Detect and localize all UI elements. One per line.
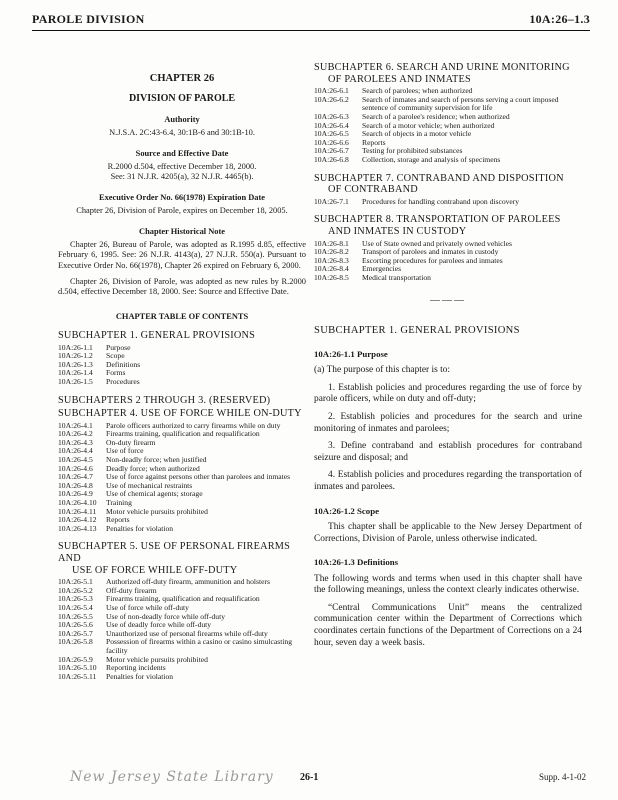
subchapter-7-line-2: OF CONTRABAND <box>328 184 418 196</box>
toc-entry-title: Definitions <box>106 359 141 369</box>
toc-entry <box>314 156 582 165</box>
toc-entry-number: 10A:26-5.5 <box>58 611 93 621</box>
toc-entry <box>58 378 306 387</box>
toc-entry-number: 10A:26-1.2 <box>58 351 93 361</box>
toc-entry-title: Medical transportation <box>362 272 431 282</box>
toc-entry-number: 10A:26-5.8 <box>58 637 93 647</box>
toc-entry-number: 10A:26-4.7 <box>58 472 93 482</box>
chapter-title: DIVISION OF PAROLE <box>128 93 236 105</box>
exec-order-text: Chapter 26, Division of Parole, expires on December 18, 2005. <box>76 206 288 216</box>
toc-entry-number: 10A:26-5.9 <box>58 654 93 664</box>
toc-entry-title: Use of mechanical restraints <box>106 480 193 490</box>
toc-entry-number: 10A:26-4.1 <box>58 420 93 430</box>
toc-entry-title: Collection, storage and analysis of specimens <box>362 154 501 164</box>
toc-entry-title: Possession of firearms within a casino or casino simulcasting facility <box>106 637 293 655</box>
toc-entry-title: Penalties for violation <box>106 671 174 681</box>
toc-entry-number: 10A:26-8.3 <box>314 255 349 265</box>
toc-entry <box>314 265 582 274</box>
toc-entry-number: 10A:26-6.1 <box>314 86 349 96</box>
toc-entry <box>314 198 582 207</box>
section-1-3-heading: 10A:26-1.3 Definitions <box>314 557 399 568</box>
subchapter-6-line-1: SUBCHAPTER 6. SEARCH AND URINE MONITORING <box>314 62 570 73</box>
toc-entry-title: Training <box>106 498 132 508</box>
toc-entry <box>314 257 582 266</box>
section-1-2-text: This chapter shall be applicable to the New Jersey Department of Corrections, Division of Parole, unless otherwise indicated. <box>314 522 582 544</box>
toc-entry-title: Escorting procedures for parolees and inmates <box>362 255 503 265</box>
toc-entry-title: Penalties for violation <box>106 523 174 533</box>
exec-order-heading: Executive Order No. 66(1978) Expiration Date <box>99 192 265 202</box>
supplement-date: Supp. 4-1-02 <box>539 772 586 782</box>
toc-entry <box>58 344 306 353</box>
toc-entry-title: Search of inmates and search of persons serving a court imposed sentence of community supervision for life <box>362 94 559 113</box>
section-divider: ——— <box>430 295 466 307</box>
subchapter-4-list <box>58 422 306 534</box>
toc-entry-number: 10A:26-7.1 <box>314 196 349 206</box>
toc-entry-title: Firearms training, qualification and requalification <box>106 429 260 439</box>
toc-entry-number: 10A:26-4.10 <box>58 498 97 508</box>
section-1-1-intro: (a) The purpose of this chapter is to: <box>314 365 450 376</box>
toc-entry <box>314 130 582 139</box>
toc-entry <box>314 96 582 113</box>
toc-entry-title: Use of force <box>106 446 144 456</box>
header-division: PAROLE DIVISION <box>32 12 145 26</box>
toc-entry-number: 10A:26-8.5 <box>314 272 349 282</box>
subchapter-6-line-2: OF PAROLEES AND INMATES <box>328 73 471 85</box>
toc-entry-number: 10A:26-1.4 <box>58 368 93 378</box>
toc-entry-number: 10A:26-5.4 <box>58 602 93 612</box>
history-heading: Chapter Historical Note <box>139 226 225 236</box>
subchapter-7-line-1: SUBCHAPTER 7. CONTRABAND AND DISPOSITION <box>314 172 564 184</box>
header-section: 10A:26–1.3 <box>529 12 590 26</box>
right-column <box>314 62 582 649</box>
toc-entry-title: Procedures for handling contraband upon discovery <box>362 196 520 206</box>
toc-entry-number: 10A:26-5.1 <box>58 577 93 587</box>
source-line-2: See: 31 N.J.R. 4205(a), 32 N.J.R. 4465(b). <box>110 172 254 182</box>
toc-entry-number: 10A:26-6.2 <box>314 94 349 104</box>
toc-entry-title: Search of objects in a motor vehicle <box>362 129 472 139</box>
subchapter-8-line-2: AND INMATES IN CUSTODY <box>328 225 467 237</box>
toc-entry-number: 10A:26-4.5 <box>58 455 93 465</box>
library-watermark: New Jersey State Library <box>70 769 274 785</box>
toc-entry-title: Use of non-deadly force while off-duty <box>106 611 226 621</box>
section-1-2-heading: 10A:26-1.2 Scope <box>314 505 379 516</box>
toc-entry-title: Scope <box>106 351 125 361</box>
toc-entry <box>58 525 306 534</box>
page-number: 26-1 <box>300 772 319 783</box>
toc-entry-number: 10A:26-6.5 <box>314 129 349 139</box>
toc-entry-number: 10A:26-6.3 <box>314 111 349 121</box>
section-1-3-para-1: The following words and terms when used in this chapter shall have the following meanings, unless the context clearly indicates otherwise. <box>314 573 582 596</box>
subchapter-5-line-1: SUBCHAPTER 5. USE OF PERSONAL FIREARMS AND <box>58 541 291 565</box>
toc-entry-number: 10A:26-4.12 <box>58 515 97 525</box>
toc-entry-title: Transport of parolees and inmates in custody <box>362 247 499 257</box>
section-1-1-heading: 10A:26-1.1 Purpose <box>314 348 388 359</box>
running-header <box>32 12 590 28</box>
body-subchapter-1-heading: SUBCHAPTER 1. GENERAL PROVISIONS <box>314 324 520 336</box>
toc-entry-title: Emergencies <box>362 264 402 274</box>
subchapter-6-heading <box>314 62 582 85</box>
toc-heading: CHAPTER TABLE OF CONTENTS <box>115 311 249 321</box>
toc-entry-title: Reports <box>106 515 130 525</box>
subchapter-7-heading <box>314 173 582 196</box>
subchapter-5-heading <box>58 541 306 576</box>
toc-entry-title: Use of chemical agents; storage <box>106 489 203 499</box>
authority-heading: Authority <box>164 114 200 124</box>
toc-entry-number: 10A:26-4.13 <box>58 523 97 533</box>
toc-entry-number: 10A:26-5.11 <box>58 671 97 681</box>
subchapter-7-list <box>314 198 582 207</box>
toc-entry-title: Deadly force; when authorized <box>106 463 200 473</box>
authority-text: N.J.S.A. 2C:43-6.4, 30:1B-6 and 30:1B-10. <box>109 128 255 138</box>
toc-entry-number: 10A:26-5.7 <box>58 628 93 638</box>
toc-entry-number: 10A:26-4.2 <box>58 429 93 439</box>
toc-entry-title: Firearms training, qualification and requalification <box>106 594 260 604</box>
toc-entry-title: Use of deadly force while off-duty <box>106 620 212 630</box>
toc-entry <box>58 361 306 370</box>
section-1-3-para-2: “Central Communications Unit” means the centralized communication center within the Department of Corrections which coordinates certain functions of the Department of Corrections on a 24 hour, seven day a week basis. <box>314 602 582 648</box>
toc-entry-number: 10A:26-8.2 <box>314 247 349 257</box>
toc-entry-number: 10A:26-1.5 <box>58 376 93 386</box>
toc-entry <box>314 274 582 283</box>
toc-entry-title: Search of parolees; when authorized <box>362 86 473 96</box>
toc-entry-title: Purpose <box>106 342 131 352</box>
toc-entry-number: 10A:26-4.6 <box>58 463 93 473</box>
toc-entry-title: Forms <box>106 368 126 378</box>
toc-entry-number: 10A:26-4.4 <box>58 446 93 456</box>
toc-entry <box>58 638 306 655</box>
toc-entry-title: Off-duty firearm <box>106 585 157 595</box>
source-line-1: R.2000 d.504, effective December 18, 2000. <box>107 162 257 172</box>
toc-entry-title: Testing for prohibited substances <box>362 146 463 156</box>
subchapter-2-3-heading: SUBCHAPTERS 2 THROUGH 3. (RESERVED) <box>58 394 271 406</box>
chapter-number: CHAPTER 26 <box>149 73 215 84</box>
toc-entry <box>58 352 306 361</box>
toc-entry-title: Use of State owned and privately owned vehicles <box>362 238 512 248</box>
subchapter-8-heading <box>314 214 582 237</box>
subchapter-5-list <box>58 578 306 681</box>
toc-entry-title: Motor vehicle pursuits prohibited <box>106 654 208 664</box>
toc-entry-number: 10A:26-6.4 <box>314 120 349 130</box>
toc-entry <box>58 430 306 439</box>
toc-entry-number: 10A:26-4.11 <box>58 506 97 516</box>
subchapter-8-list <box>314 240 582 283</box>
section-1-1-item-1: 1. Establish policies and procedures regarding the use of force by parole officers, while on duty and off-duty; <box>314 382 582 405</box>
toc-entry-number: 10A:26-6.7 <box>314 146 349 156</box>
toc-entry <box>58 673 306 682</box>
source-heading: Source and Effective Date <box>135 148 229 158</box>
toc-entry-number: 10A:26-1.1 <box>58 342 93 352</box>
toc-entry-title: Search of a motor vehicle; when authorized <box>362 120 495 130</box>
toc-entry-title: Reporting incidents <box>106 663 166 673</box>
toc-entry-title: On-duty firearm <box>106 437 156 447</box>
toc-entry-title: Unauthorized use of personal firearms while off-duty <box>106 628 268 638</box>
header-rule <box>32 30 590 31</box>
subchapter-1-list <box>58 344 306 387</box>
left-column <box>58 70 306 681</box>
toc-entry-title: Authorized off-duty firearm, ammunition and holsters <box>106 577 270 587</box>
subchapter-6-list <box>314 87 582 164</box>
toc-entry-number: 10A:26-1.3 <box>58 359 93 369</box>
toc-entry-number: 10A:26-5.2 <box>58 585 93 595</box>
toc-entry-title: Motor vehicle pursuits prohibited <box>106 506 208 516</box>
toc-entry-title: Reports <box>362 137 386 147</box>
toc-entry-number: 10A:26-5.6 <box>58 620 93 630</box>
toc-entry-number: 10A:26-6.6 <box>314 137 349 147</box>
section-1-1-item-2: 2. Establish policies and procedures for the search and urine monitoring of inmates and parolees; <box>314 412 582 434</box>
toc-entry-number: 10A:26-5.10 <box>58 663 97 673</box>
toc-entry <box>58 439 306 448</box>
history-para-2: Chapter 26, Division of Parole, was adopted as new rules by R.2000 d.504, effective December 18, 2000. See: Source and Effective Date. <box>58 276 306 297</box>
toc-entry <box>58 369 306 378</box>
subchapter-5-line-2: USE OF FORCE WHILE OFF-DUTY <box>72 564 238 576</box>
toc-entry-number: 10A:26-6.8 <box>314 154 349 164</box>
subchapter-1-heading: SUBCHAPTER 1. GENERAL PROVISIONS <box>58 329 256 341</box>
subchapter-4-heading: SUBCHAPTER 4. USE OF FORCE WHILE ON-DUTY <box>58 408 302 420</box>
toc-entry-number: 10A:26-4.3 <box>58 437 93 447</box>
toc-entry-title: Use of force while off-duty <box>106 602 189 612</box>
toc-entry-title: Search of a parolee's residence; when authorized <box>362 111 510 121</box>
history-para-1: Chapter 26, Bureau of Parole, was adopted as R.1995 d.85, effective February 6, 1995. See: 26 N.J.R. 4143(a), 27 N.J.R. 550(a). Pursuant to Executive Order No. 66(1978), Chapter 26 expired on February 6, 2000. <box>58 240 306 270</box>
toc-entry-number: 10A:26-8.1 <box>314 238 349 248</box>
subchapter-8-line-1: SUBCHAPTER 8. TRANSPORTATION OF PAROLEES <box>314 214 561 226</box>
toc-entry <box>58 578 306 587</box>
section-1-1-item-3: 3. Define contraband and establish procedures for contraband seizure and disposal; and <box>314 441 582 463</box>
toc-entry-title: Use of force against persons other than parolees and inmates <box>106 472 291 482</box>
toc-entry-number: 10A:26-4.9 <box>58 489 93 499</box>
toc-entry-number: 10A:26-5.3 <box>58 594 93 604</box>
toc-entry-number: 10A:26-4.8 <box>58 480 93 490</box>
section-1-1-item-4: 4. Establish policies and procedures regarding the transportation of inmates and parolees. <box>314 470 582 493</box>
toc-entry-title: Procedures <box>106 376 140 386</box>
toc-entry-title: Parole officers authorized to carry firearms while on duty <box>106 420 281 430</box>
toc-entry-title: Non-deadly force; when justified <box>106 455 207 465</box>
toc-entry-number: 10A:26-8.4 <box>314 264 349 274</box>
